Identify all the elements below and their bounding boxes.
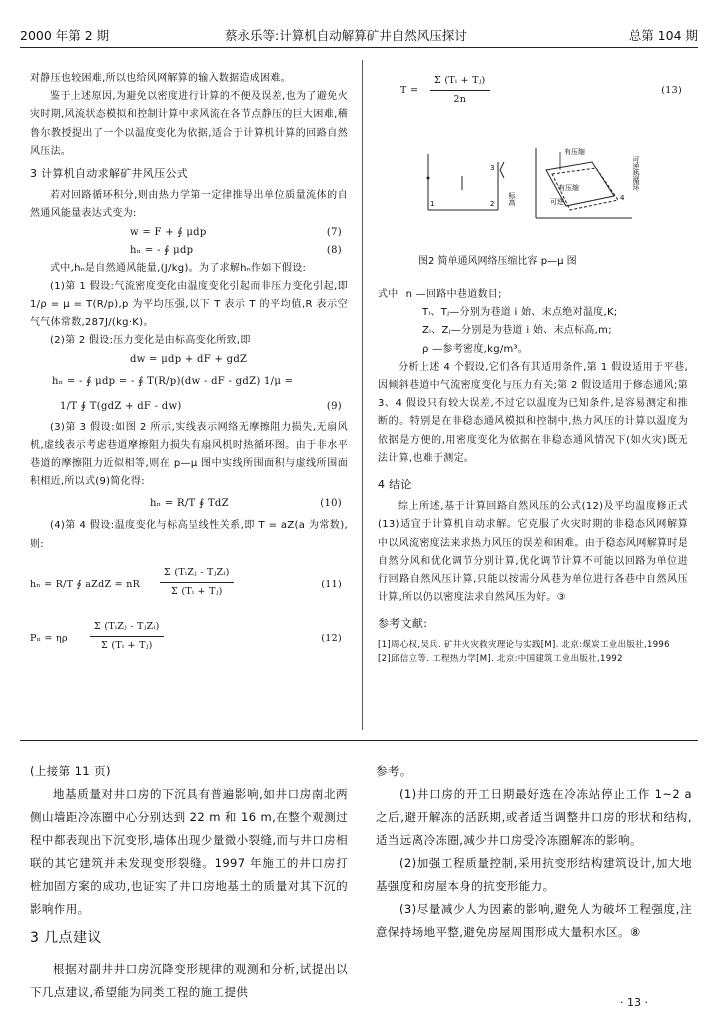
suggestion-3: (3)尽量减少人为因素的影响,避免人为破坏工程强度,注意保持场地平整,避免房屋周围形成大量积水区。⑧: [376, 902, 692, 939]
equation-13: T = $\frac{\text{Σ (Tᵢ + Tⱼ)}}{2n}$ (13): [378, 70, 688, 110]
article-running-title: 蔡永乐等:计算机自动解算矿井自然风压探讨: [225, 28, 467, 43]
reference-word: 参考。: [376, 764, 412, 778]
reference-2: [2]邱信立等. 工程热力学[M]. 北京:中国建筑工业出版社,1992: [378, 653, 623, 664]
reference-1: [1]周心权,吴兵. 矿井火灾救灾理论与实践[M]. 北京:煤炭工业出版社,1996: [378, 639, 670, 650]
issue-label: 2000 年第 2 期: [20, 28, 110, 43]
figure-2-diagram: [400, 140, 690, 248]
loop-diagram: [427, 154, 505, 210]
where-line-1: 式中 n —回路中巷道数目;: [378, 289, 502, 300]
section-3-suggestions-heading: 3 几点建议: [30, 930, 102, 946]
conclusion-paragraph: 综上所述,基于计算回路自然风压的公式(12)及平均温度修正式(13)适宜于计算机自动求解。它克服了火灾时期的非稳态风网解算中以风流密度法来求热力风压的误差和困难。由于稳态风网解算时是自然分风和优化调节分别计算,优化调节计算不可能以回路为单位进行回路自然风压计算,只能以按需分风巷为单位进行各巷中自然风压计算,所以仍以密度法求自然风压为好。③: [378, 501, 688, 604]
left-column: [30, 70, 348, 664]
intro-paragraph-2: 鉴于上述原因,为避免以密度进行计算的不便及误差,也为了避免火灾时期,风流状态模拟和控制计算中求风流在各节点静压的巨大困难,稽鲁尔教授提出了一个以温度变化为依据,适合于计算机计算的回路自然风压法。: [30, 91, 348, 157]
suggestion-1: (1)井口房的开工日期最好选在冷冻站停止工作 1~2 a 之后,避开解冻的活跃期,或者适当调整井口房的形状和结构,适当远离冷冻圈,减少井口房受冷冻圈解冻的影响。: [376, 787, 692, 847]
p-mu-diagram: [508, 147, 641, 218]
equation-9: 1/T ∮ T(gdZ + dF - dw) (9): [60, 400, 342, 412]
suggestion-2: (2)加强工程质量控制,采用抗变形结构建筑设计,加大地基强度和房屋本身的抗变形能力。: [376, 856, 692, 893]
equation-12: Pₙ = ηρ Σ (TᵢZⱼ - TⱼZᵢ) Σ (Tᵢ + Tⱼ) (12): [30, 614, 348, 664]
equation-long: hₙ = - ∮ μdp = - ∮ T(R/p)(dw - dF - gdZ) 1/μ =: [52, 375, 294, 387]
header-rule: [20, 47, 698, 48]
assumption-1: (1)第 1 假设:气流密度变化由温度变化引起而非压力变化引起,即 1/ρ = μ = T(R/p),p 为平均压强,以下 T 表示 T 的平均值,R 表示空气气体常数,287J/(kg·K)。: [30, 280, 348, 329]
annotation-1: 有压缩: [564, 148, 585, 156]
continued-from: (上接第 11 页): [30, 764, 111, 778]
point-label-2: 2: [490, 200, 495, 208]
side-note: 可逆热循环: [632, 156, 640, 191]
paragraph-energy: 若对回路循环积分,则由热力学第一定律推导出单位质量流体的自然通风能量表达式变为:: [30, 190, 348, 220]
y-axis-label: 标高: [508, 192, 516, 206]
equation-11: hₙ = R/T ∮ aZdZ = nR Σ (TᵢZⱼ - TⱼZᵢ) Σ (Tᵢ + Tⱼ) (11): [30, 560, 348, 610]
point-label-3: 3: [490, 164, 495, 172]
references-title: 参考文献:: [378, 617, 428, 631]
point-label-1: 1: [430, 200, 435, 208]
equation-dp: dw = μdp + dF + gdZ: [130, 353, 248, 365]
annotation-2: 有压缩: [558, 184, 579, 192]
assumption-3: (3)第 3 假设:如图 2 所示,实线表示网络无摩擦阻力损失,无扇风机,虚线表示考虑巷道摩擦阻力损失有扇风机时热循环图。由于非水平巷道的摩擦阻力近似相等,则在 p—μ 图中实线所围面积与虚线所围面积相近,所以式(9)简化得:: [30, 421, 348, 488]
references-list: [378, 638, 688, 666]
analysis-paragraph: 分析上述 4 个假设,它们各有其适用条件,第 1 假设适用于平巷,因倾斜巷道中气流密度变化与压力有关;第 2 假设适用于修态通风;第 3、4 假设只有较大误差,不过它以温度为已知条件,是容易测定和推断的。特别是在非稳态通风模拟和控制中,热力风压的计算以温度为依据是方便的,用密度变化为依据在非稳态通风情况下(如火灾)既无法计算,也难于测定。: [378, 361, 688, 464]
column-divider: [362, 60, 363, 730]
equation-8: hₙ = - ∮ μdp (8): [130, 244, 342, 256]
assumption-2: (2)第 2 假设:压力变化是由标高变化所致,即: [50, 335, 251, 347]
section-4-heading: 4 结论: [378, 478, 412, 492]
point-label-4: 4: [620, 194, 625, 202]
bottom-right-column: [376, 760, 692, 944]
equation-7: w = F + ∮ μdp (7): [130, 226, 342, 238]
right-column: [378, 70, 688, 110]
article-separator-rule: [20, 740, 698, 741]
assumption-4: (4)第 4 假设:温度变化与标高呈线性关系,即 T = aZ(a 为常数),则:: [30, 520, 348, 550]
where-line-2: Tᵢ、Tⱼ—分别为巷道 i 始、末点绝对温度,K;: [422, 307, 618, 319]
intro-paragraph-1: 对静压也较困难,所以也给风网解算的输入数据造成困难。: [30, 73, 291, 84]
where-line-3: Zᵢ、Zⱼ—分别是为巷道 i 始、末点标高,m;: [422, 325, 612, 337]
bottom-left-column: [30, 760, 348, 1004]
running-header: [20, 22, 698, 46]
annotation-3: 可逆: [550, 198, 564, 206]
foundation-paragraph: 地基质量对井口房的下沉具有普遍影响,如井口房南北两侧山墙距冷冻圈中心分别达到 22 m 和 16 m,在整个观测过程中都表现出下沉变形,墙体出现少量微小裂缝,而与井口房相联的其它建筑并未发现变形裂缝。1997 年施工的井口房打桩加固方案的成功,也证实了井口房地基土的质量对其下沉的影响作用。: [30, 787, 348, 916]
page-number: · 13 ·: [620, 996, 648, 1009]
figure-2-caption: 图2 简单通风网络压缩比容 p—μ 图: [418, 256, 577, 267]
right-column-lower: [378, 286, 688, 666]
suggestions-intro: 根据对副井井口房沉降变形规律的观测和分析,试提出以下几点建议,希望能为同类工程的施工提供: [30, 962, 348, 999]
total-issue-label: 总第 104 期: [628, 28, 698, 43]
paragraph-variables: 式中,hₙ是自然通风能量,(J/kg)。为了求解hₙ作如下假设:: [50, 262, 307, 274]
equation-10: hₙ = R/T ∮ TdZ (10): [150, 498, 342, 510]
where-line-4: ρ —参考密度,kg/m³。: [422, 343, 529, 355]
section-3-heading: 3 计算机自动求解矿井风压公式: [30, 167, 188, 181]
